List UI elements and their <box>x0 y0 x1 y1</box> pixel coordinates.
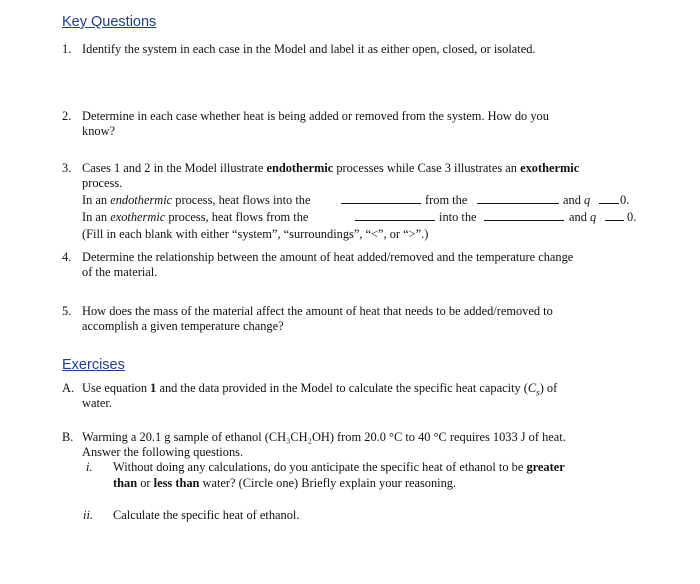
q3-line3-zero: 0. <box>620 193 630 207</box>
q3-line3-q: q <box>584 193 591 207</box>
q5-number: 5. <box>62 304 72 318</box>
exercise-a-l1a: Use equation <box>82 381 151 395</box>
q3-line3-and: and <box>563 193 581 207</box>
q3-line4-into-the: into the <box>439 210 477 224</box>
q3-number: 3. <box>62 161 72 175</box>
exercise-a-l1c: and the data provided in the Model to calculate the specific heat capacity ( <box>156 381 528 395</box>
exercise-b-label: B. <box>62 430 74 444</box>
q3-line4 <box>82 210 308 225</box>
q5-line2: accomplish a given temperature change? <box>82 319 284 333</box>
q1-text: Identify the system in each case in the Model and label it as either open, closed, or isolated. <box>82 42 536 56</box>
exercise-a-equation-number: 1 <box>150 381 157 395</box>
exercise-b-line1: Warming a 20.1 g sample of ethanol (CH₃CH₂OH) from 20.0 °C to 40 °C requires 1033 J of heat. <box>82 430 566 444</box>
q3-line4-zero: 0. <box>627 210 637 224</box>
q3-exothermic-bold: exothermic <box>520 161 580 175</box>
exercise-b-i-less-than: less than <box>153 476 200 490</box>
q3-blank-6[interactable] <box>605 209 624 221</box>
exercises-heading: Exercises <box>62 357 125 373</box>
q3-line3-a: In an <box>82 193 111 207</box>
exercise-b-i-line2 <box>113 476 456 491</box>
q3-line1-c: processes while Case 3 illustrates an <box>333 161 521 175</box>
q5-line1: How does the mass of the material affect the amount of heat that needs to be added/removed to <box>82 304 553 318</box>
q3-line4-and-q <box>569 210 596 225</box>
q4-number: 4. <box>62 250 72 264</box>
q3-line3-endothermic: endothermic <box>110 193 173 207</box>
q3-line4-exothermic: exothermic <box>110 210 166 224</box>
q4-line2: of the material. <box>82 265 158 279</box>
q1-number: 1. <box>62 42 72 56</box>
exercise-b-ii-number: ii. <box>83 508 93 522</box>
exercise-b-i-greater: greater <box>526 460 565 474</box>
q2-line1: Determine in each case whether heat is being added or removed from the system. How do you <box>82 109 549 123</box>
q3-line4-and: and <box>569 210 587 224</box>
q3-line3 <box>82 193 311 208</box>
q3-line2: process. <box>82 176 123 190</box>
q3-blank-1[interactable] <box>341 192 421 204</box>
q3-line3-and-q <box>563 193 590 208</box>
q3-line3-c: process, heat flows into the <box>172 193 311 207</box>
q3-line4-a: In an <box>82 210 111 224</box>
q3-blank-5[interactable] <box>484 209 564 221</box>
q2-number: 2. <box>62 109 72 123</box>
exercise-a-l1f: ) of <box>539 381 558 395</box>
q3-blank-3[interactable] <box>599 192 619 204</box>
q3-line1-a: Cases 1 and 2 in the Model illustrate <box>82 161 267 175</box>
q3-endothermic-bold: endothermic <box>266 161 334 175</box>
q3-line4-q: q <box>590 210 597 224</box>
exercise-a-line2: water. <box>82 396 112 410</box>
q3-line4-c: process, heat flows from the <box>165 210 309 224</box>
exercise-a-s-subscript: s <box>536 387 540 398</box>
q3-line1 <box>82 161 579 176</box>
q3-line3-from-the: from the <box>425 193 468 207</box>
exercise-b-i-l1a: Without doing any calculations, do you anticipate the specific heat of ethanol to be <box>113 460 527 474</box>
exercise-a-label: A. <box>62 381 75 395</box>
q4-line1: Determine the relationship between the amount of heat added/removed and the temperature change <box>82 250 574 264</box>
q3-blank-4[interactable] <box>355 209 435 221</box>
key-questions-heading: Key Questions <box>62 14 157 30</box>
exercise-a-line1 <box>82 381 557 400</box>
exercise-b-i-number: i. <box>86 460 93 474</box>
exercise-b-line2: Answer the following questions. <box>82 445 244 459</box>
q3-line5: (Fill in each blank with either “system”, “surroundings”, “<”, or “>”.) <box>82 227 429 241</box>
exercise-b-i-l2d: water? (Circle one) Briefly explain your reasoning. <box>199 476 457 490</box>
exercise-b-i-than: than <box>113 476 138 490</box>
exercise-a-c-symbol: C <box>527 381 537 395</box>
exercise-b-ii-text: Calculate the specific heat of ethanol. <box>113 508 300 522</box>
exercise-b-i-line1 <box>113 460 565 475</box>
q2-line2: know? <box>82 124 116 138</box>
exercise-b-i-or: or <box>137 476 154 490</box>
q3-blank-2[interactable] <box>477 192 559 204</box>
